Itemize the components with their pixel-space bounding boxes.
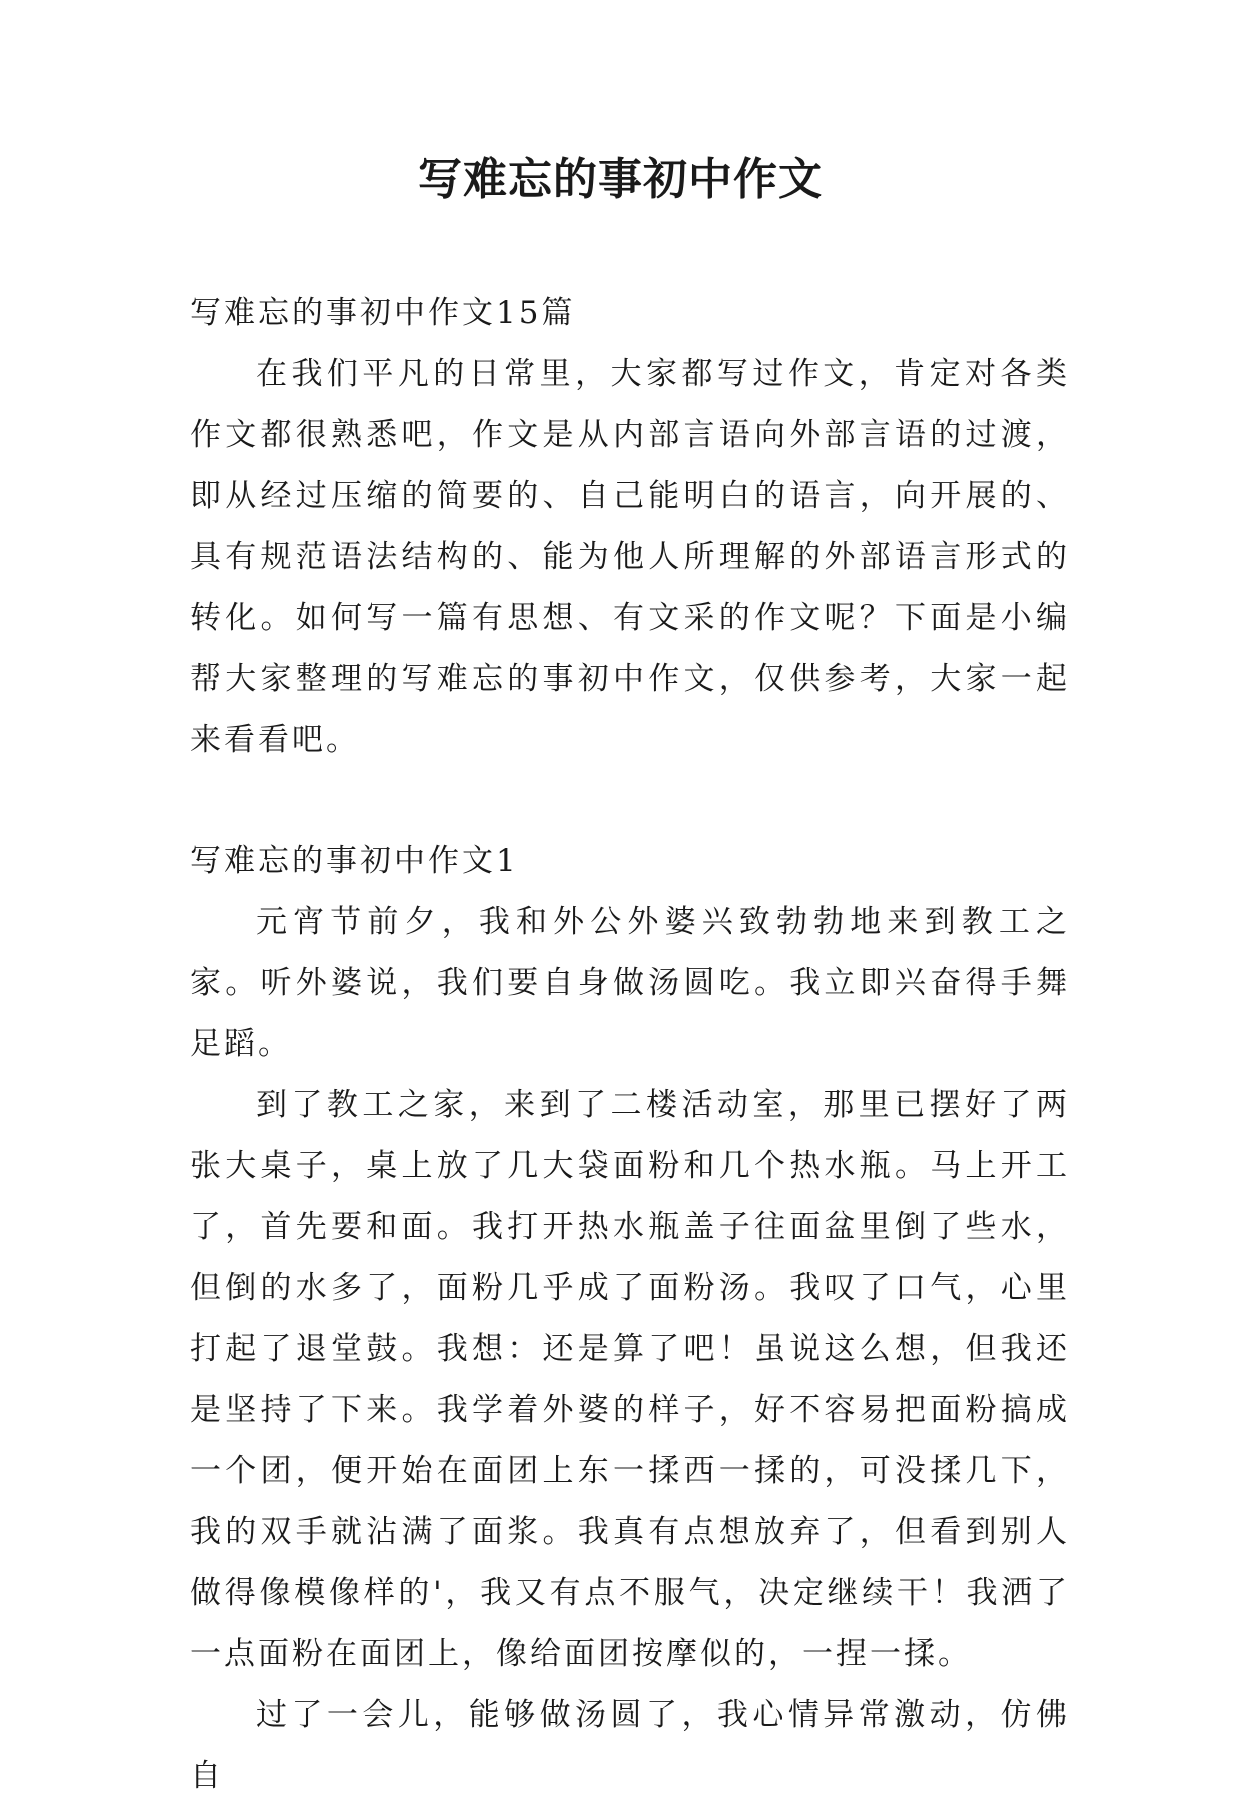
collection-heading: 写难忘的事初中作文15篇 <box>190 295 576 331</box>
section1-paragraph-2: 到了教工之家，来到了二楼活动室，那里已摆好了两张大桌子，桌上放了几大袋面粉和几个热水瓶。马上开工了，首先要和面。我打开热水瓶盖子往面盆里倒了些水，但倒的水多了，面粉几乎成了面粉汤。我叹了口气，心里打起了退堂鼓。我想：还是算了吧！虽说这么想，但我还是坚持了下来。我学着外婆的样子，好不容易把面粉搞成一个团，便开始在面团上东一揉西一揉的，可没揉几下，我的双手就沾满了面浆。我真有点想放弃了，但看到别人做得像模像样的'，我又有点不服气，决定继续干！我洒了一点面粉在面团上，像给面团按摩似的，一捏一揉。 <box>190 1087 1070 1672</box>
section-spacer <box>190 771 1070 831</box>
intro-paragraph: 在我们平凡的日常里，大家都写过作文，肯定对各类作文都很熟悉吧，作文是从内部言语向外部言语的过渡，即从经过压缩的简要的、自己能明白的语言，向开展的、具有规范语法结构的、能为他人所理解的外部语言形式的转化。如何写一篇有思想、有文采的作文呢？下面是小编帮大家整理的写难忘的事初中作文，仅供参考，大家一起来看看吧。 <box>190 356 1070 758</box>
document-title: 写难忘的事初中作文 <box>418 154 823 205</box>
section1-paragraph-3: 过了一会儿，能够做汤圆了，我心情异常激动，仿佛自 <box>190 1697 1070 1794</box>
section1-paragraph-1: 元宵节前夕，我和外公外婆兴致勃勃地来到教工之家。听外婆说，我们要自身做汤圆吃。我立即兴奋得手舞足蹈。 <box>190 904 1070 1062</box>
document-body <box>190 283 1070 1807</box>
section-heading-1: 写难忘的事初中作文1 <box>190 843 519 879</box>
